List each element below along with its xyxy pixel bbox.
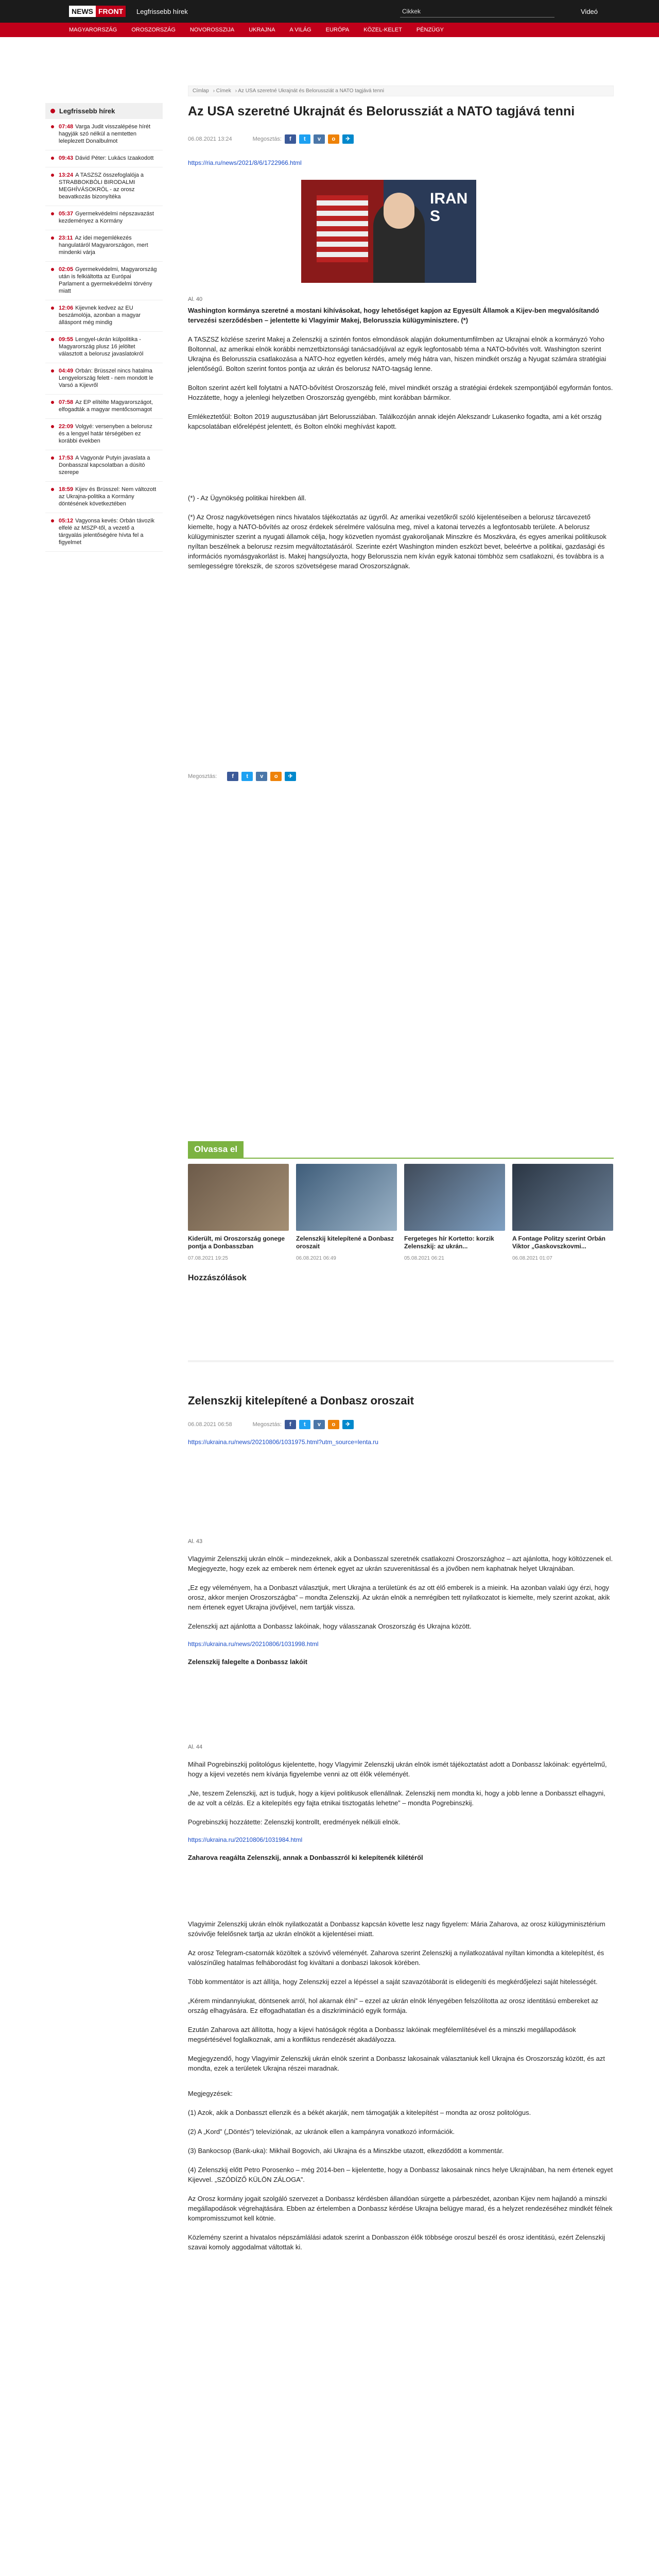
source-link[interactable]: https://ria.ru/news/2021/8/6/1722966.html [188, 159, 302, 166]
related-card[interactable] [512, 1164, 613, 1261]
card-title[interactable]: Kiderült, mi Oroszország gonege pontja a Donbasszban [188, 1235, 285, 1250]
news-time: 05:37 [59, 211, 74, 217]
card-date: 07.08.2021 19:25 [188, 1256, 228, 1261]
image-caption: Al. 44 [188, 1744, 203, 1750]
image-text: IRAN S [430, 190, 468, 225]
article-paragraph: A TASZSZ közlése szerint Makej a Zelenszkij a szintén fontos elmondások alapján dokumentumfilmben az Ukrajnai elnök a kormányzó Yoho Boltonnal, az amerikai elnök korábbi nemzetbiztonsági tanácsadójával az egyik legfontosabb téma a NATO-bővítés volt. Washington szerint Ukrajna és Belorusszia csatlakozása a NATO-hoz egyetlen kérdés, amely még hátra van, hiszen mindkét ország a Nyugat számára stratégiai jelentőségű. Bolton szerint fontos pontja az ukrán és belorusz NATO-tagság lenne. [188, 335, 606, 372]
nav-item[interactable]: KÖZEL-KELET [363, 27, 402, 33]
site-logo[interactable] [69, 6, 126, 17]
sidebar-news-item[interactable] [45, 513, 163, 552]
breadcrumb-item[interactable]: Címek [216, 88, 231, 94]
sidebar-news-item[interactable] [45, 119, 163, 150]
facebook-share-icon[interactable]: f [285, 1420, 296, 1429]
sidebar-title: Legfrissebb hírek [59, 107, 115, 115]
news-text[interactable]: Kijev és Brüsszel: Nem változott az Ukrajna-politika a Kormány döntésének következtében [59, 486, 157, 507]
nav-item[interactable]: A VILÁG [289, 27, 311, 33]
news-text[interactable]: Vagyonsa kevés: Orbán távozik elfelé az MSZP-től, a vezető a tárgyalás jelentőségére hívta fel a figyelmet [59, 518, 155, 546]
news-time: 17:53 [59, 455, 74, 461]
sidebar-news-item[interactable] [45, 230, 163, 262]
related-title: Olvassa el [188, 1141, 244, 1158]
sidebar-news-item[interactable] [45, 332, 163, 363]
vk-share-icon[interactable]: v [314, 1420, 325, 1429]
sidebar-news-item[interactable] [45, 300, 163, 332]
article-paragraph: „Ez egy véleményem, ha a Donbaszt választjuk, mert Ukrajna a területünk és az ott élő emberek is a mieink. Ha azonban valaki úgy érzi, hogy orosz, akkor menjen Oroszországba” – mondta Zelenszkij. Az ukrán elnök a nemrégiben tett nyilatkozatot is kiemelte, mely szerint azokat, akik nem értenek egyet Ukrajna jövőjével, nem tartják vissza. [188, 1584, 610, 1611]
article-paragraph: Az orosz Telegram-csatornák közöltek a szóvivő véleményét. Zaharova szerint Zelenszkij a nyilatkozatával nyíltan kimondta a kitelepítést, és valószínűleg hatalmas felháborodást fog kiváltani a donbaszi lakosok körében. [188, 1949, 604, 1967]
article-paragraph: Pogrebinszkij hozzátette: Zelenszkij kontrollt, eredmények nélküli elnök. [188, 1818, 401, 1826]
news-time: 13:24 [59, 172, 74, 178]
article-title: Az USA szeretné Ukrajnát és Belorussziát a NATO tagjává tenni [188, 104, 575, 118]
nav-item[interactable]: OROSZORSZÁG [131, 27, 176, 33]
article-paragraph: Megjegyzendő, hogy Vlagyimir Zelenszkij ukrán elnök szerint a Donbassz lakosainak választaniuk kell Ukrajna és Oroszország között, és azt mondta, ezek a területek Ukrajna részei maradnak. [188, 2055, 605, 2072]
note-item: (4) Zelenszkij előtt Petro Porosenko – még 2014-ben – kijelentette, hogy a Donbassz lakosainak nincs helye Ukrajnában, ha nem értenek egyet Kijevvel. „SZÓDÍZŐ KÜLÖN ZÁLOGA”. [188, 2166, 613, 2183]
news-text[interactable]: Gyermekvédelmi népszavazást kezdeményez a Kormány [59, 211, 154, 224]
news-text[interactable]: A TASZSZ összefoglalója a STRABBOKBÓLI BIRODALMI MEGHÍVÁSOKRÓL - az orosz beavatkozás bizonyítéka [59, 172, 144, 200]
news-time: 12:06 [59, 305, 74, 311]
news-time: 22:09 [59, 423, 74, 430]
news-time: 18:59 [59, 486, 74, 493]
vk-share-icon[interactable]: v [314, 134, 325, 144]
news-text[interactable]: Gyermekvédelmi, Magyarország után is felkiáltotta az Európai Parlament a gyermekvédelmi törvény miatt [59, 266, 157, 294]
related-card[interactable] [404, 1164, 505, 1261]
search-input[interactable]: Cikkek [400, 5, 554, 18]
nav-item[interactable]: MAGYARORSZÁG [69, 27, 117, 33]
twitter-share-icon[interactable]: t [241, 772, 253, 781]
image-caption: Al. 40 [188, 296, 203, 302]
article-paragraph: Az Orosz kormány jogait szolgáló szervezet a Donbassz kérdésben állandóan sürgette a párbeszédet, azonban Kijev nem hajlandó a minszki megállapodások végrehajtására. Ebben az értelemben a Donbassz kérdése Ukrajna belügye marad, és a helyzet rendezéséhez mindkét félnek kompromisszumot kell kötnie. [188, 2195, 613, 2222]
facebook-share-icon[interactable]: f [285, 134, 296, 144]
share-buttons [253, 1420, 354, 1429]
note-item: (1) Azok, akik a Donbasszt ellenzik és a békét akarják, nem támogatják a kitelepítést – mondta az orosz politológus. [188, 2109, 531, 2116]
main-nav [0, 23, 659, 37]
article-date: 06.08.2021 06:58 [188, 1421, 232, 1428]
sidebar-header [45, 103, 163, 119]
ok-share-icon[interactable]: o [270, 772, 282, 781]
article-paragraph: Vlagyimir Zelenszkij ukrán elnök – mindezeknek, akik a Donbasszal szeretnék csatlakozni Oroszországhoz – azt ajánlotta, hogy költözzenek el. Megjegyezte, hogy ezek az emberek nem értenek egyet az ukrán szuverenitással és a jövőben nem kaphatnak helyet Ukrajnában. [188, 1555, 613, 1572]
source-link[interactable]: https://ukraina.ru/news/20210806/1031975.html?utm_source=lenta.ru [188, 1438, 378, 1446]
nav-item[interactable]: NOVOROSSZIJA [189, 27, 235, 33]
share-buttons [224, 772, 296, 781]
article-paragraph: Zelenszkij azt ajánlotta a Donbassz lakóinak, hogy válasszanak Oroszország és Ukrajna között. [188, 1622, 472, 1630]
article-footnote: (*) Az Orosz nagykövetségen nincs hivatalos tájékoztatás az ügyről. Az amerikai vezetőkről szóló kijelentéseiben a belorusz tárcavezető kiemelte, hogy a NATO-bővítés az orosz érdekek sérelmére valósulna meg, mivel a katonai tervezés a legfontosabb területe. A belorusz külügyminiszter szerint a nyugati államok célja, hogy közvetlen nyomást gyakoroljanak Minszkre és Moszkvára, és egyes amerikai politikusok nyíltan beszélnek a belorusz rezsim megváltoztatásáról. Szerinte ezért Washington minden eszközt bevet, beleértve a politikai, gazdasági és információs nyomásgyakorlást is. Makej hangsúlyozta, hogy Belorusszia nem kíván egyik katonai tömbhöz sem csatlakozni, és továbbra is a semlegességre törekszik, de szoros szövetségese marad Oroszországnak. [188, 513, 606, 570]
news-time: 23:11 [59, 235, 73, 241]
news-text[interactable]: A Vagyonár Putyin javaslata a Donbasszal kapcsolatban a dúsító szerepe [59, 455, 150, 476]
twitter-share-icon[interactable]: t [299, 1420, 310, 1429]
article-title: Zelenszkij kitelepítené a Donbasz oroszait [188, 1394, 414, 1407]
news-text[interactable]: Volgyé: versenyben a belorusz és a lengyel határ térségében ez korábbi években [59, 423, 152, 444]
sidebar-news-item[interactable] [45, 395, 163, 419]
article-lead: Washington kormánya szeretné a mostani kihívásokat, hogy lehetőséget kapjon az Egyesült Államok a Kijev-ben megvalósítandó tervezési szerződésben – jelentette ki Vlagyimir Makej, Belorusszia külügyminisztere. (*) [188, 307, 599, 324]
article-image [301, 180, 476, 283]
share-label: Megosztás: [252, 136, 282, 142]
news-time: 09:43 [59, 155, 74, 161]
latest-news-link[interactable]: Legfrissebb hírek [136, 8, 188, 15]
card-title[interactable]: Zelenszkij kitelepítené a Donbasz oroszait [296, 1235, 394, 1250]
sidebar-news-item[interactable] [45, 450, 163, 482]
telegram-share-icon[interactable]: ✈ [285, 772, 296, 781]
telegram-share-icon[interactable]: ✈ [342, 1420, 354, 1429]
subheading: Zaharova reagálta Zelenszkij, annak a Donbasszról ki kelepítenék kilétéről [188, 1854, 423, 1861]
news-time: 02:05 [59, 266, 74, 273]
sidebar-news-item[interactable] [45, 363, 163, 395]
news-text[interactable]: Varga Judit visszalépése hírét hagyják szó nélkül a nemtetten leleplezett Donalbulmot [59, 124, 151, 144]
breadcrumb-item: Az USA szeretné Ukrajnát és Belorussziát a NATO tagjává tenni [238, 88, 384, 94]
notes-label: Megjegyzések: [188, 2090, 233, 2097]
vk-share-icon[interactable]: v [256, 772, 267, 781]
sidebar-news-item[interactable] [45, 419, 163, 450]
news-time: 05:12 [59, 518, 74, 524]
news-text[interactable]: Az EP elítélte Magyarországot, elfogadták a magyar mentőcsomagot [59, 399, 153, 413]
source-link[interactable]: https://ukraina.ru/20210806/1031984.html [188, 1836, 303, 1843]
news-time: 07:48 [59, 124, 74, 130]
related-card[interactable] [188, 1164, 289, 1261]
share-label: Megosztás: [252, 1421, 282, 1428]
sidebar-news-item[interactable] [45, 482, 163, 513]
facebook-share-icon[interactable]: f [227, 772, 238, 781]
sidebar-news-item[interactable] [45, 262, 163, 300]
article-paragraph: „Ne, teszem Zelenszkij, azt is tudjuk, hogy a kijevi politikusok ellenállnak. Zelenszkij nem mondta ki, hogy a jobb lenne a Donbasszt elhagyni, de az volt a célzás. Ez a kitelepítés egy fajta etnikai tisztogatás lehetne” – mondta Pogrebinszkij. [188, 1789, 605, 1807]
news-text[interactable]: Dávid Péter: Lukács Izaakodott [75, 155, 154, 161]
article-main [188, 86, 614, 781]
ok-share-icon[interactable]: o [328, 134, 339, 144]
nav-item[interactable]: PÉNZÜGY [416, 27, 444, 33]
news-time: 07:58 [59, 399, 74, 405]
card-date: 06.08.2021 01:07 [512, 1256, 552, 1261]
breadcrumb: Címlap › Címek › Az USA szeretné Ukrajnát és Belorussziát a NATO tagjává tenni [188, 86, 614, 96]
sidebar-news-item[interactable] [45, 206, 163, 230]
logo-text-news: NEWS [69, 6, 96, 17]
top-bar [0, 0, 659, 23]
nav-item[interactable]: EURÓPA [325, 27, 350, 33]
sidebar-news-item[interactable] [45, 167, 163, 206]
article-paragraph: Emlékeztetőül: Bolton 2019 augusztusában járt Belorussziában. Találkozóján annak idején Alekszandr Lukasenko fogadta, ami a két ország kapcsolatában előrelépést jelentett, és Bolton elnöki meghívást kapott. [188, 413, 602, 430]
article-paragraph: Több kommentátor is azt állítja, hogy Zelenszkij ezzel a lépéssel a saját szavazótáborát is elidegeníti és megkérdőjelezi saját hitelességét. [188, 1978, 598, 1986]
telegram-share-icon[interactable]: ✈ [342, 134, 354, 144]
article-paragraph: „Kérem mindannyiukat, döntsenek arról, hol akarnak élni” – ezzel az ukrán elnök lényegében felszólította az orosz identitású embereket az ország elhagyására. Ez elfogadhatatlan és a diszkrimináció egyik formája. [188, 1997, 599, 2014]
article-meta [188, 134, 614, 144]
red-dot-icon [50, 109, 55, 113]
ok-share-icon[interactable]: o [328, 1420, 339, 1429]
related-card[interactable] [296, 1164, 397, 1261]
article-second [188, 1386, 614, 2252]
article-paragraph: Közlemény szerint a hivatalos népszámlálási adatok szerint a Donbasszon élők többsége oroszul beszél és orosz identitású, ezért Zelenszkij szavai komoly aggodalmat váltottak ki. [188, 2233, 605, 2251]
note-item: (2) A „Kord” („Döntés”) televíziónak, az ukránok ellen a kampányra vonatkozó információk. [188, 2128, 455, 2136]
sidebar-news-item[interactable] [45, 150, 163, 167]
note-item: (3) Bankocsop (Bank-uka): Mikhail Bogovich, aki Ukrajna és a Minszkbe utazott, elkezdődött a kommentár. [188, 2147, 504, 2155]
article-paragraph: Bolton szerint azért kell folytatni a NATO-bővítést Oroszország felé, mivel mindkét ország a stratégiai érdekek szempontjából egyformán fontos. Hozzátette, hogy a jelenlegi helyzetben Oroszország gyengébb, mint korábban bármikor. [188, 384, 613, 401]
source-link[interactable]: https://ukraina.ru/news/20210806/1031998.html [188, 1640, 319, 1648]
article-paragraph: Ezután Zaharova azt állította, hogy a kijevi hatóságok régóta a Donbassz lakóinak megfélemlítésével és a minszki megállapodások megsértésével foglalkoznak, ami a konfliktus rendezését akadályozza. [188, 2026, 576, 2043]
sidebar-latest-news [45, 103, 163, 552]
news-text[interactable]: Kijevnek kedvez az EU beszámolója, azonban a magyar álláspont még mindig [59, 305, 141, 326]
card-date: 06.08.2021 06:49 [296, 1256, 336, 1261]
news-text[interactable]: Lengyel-ukrán külpolitika - Magyarország plusz 16 jelöltet választott a belorusz javaslatokról [59, 336, 144, 357]
share-label: Megosztás: [188, 773, 217, 779]
card-title[interactable]: A Fontage Politzy szerint Orbán Viktor „Gaskovszkovmi... [512, 1235, 605, 1250]
article-meta [188, 1420, 614, 1429]
breadcrumb-item[interactable]: Címlap [193, 88, 209, 94]
share-buttons [253, 134, 354, 144]
article-date: 06.08.2021 13:24 [188, 136, 232, 142]
news-time: 09:55 [59, 336, 74, 343]
related-section [188, 1141, 614, 1283]
card-title[interactable]: Fergeteges hír Kortetto: korzik Zelenszkij: az ukrán... [404, 1235, 494, 1250]
card-date: 05.08.2021 06:21 [404, 1256, 444, 1261]
subheading: Zelenszkij falegelte a Donbassz lakóit [188, 1658, 307, 1666]
news-text[interactable]: Orbán: Brüsszel nincs hatalma Lengyelország felett - nem mondott le Varsó a Kijevről [59, 368, 154, 388]
image-caption: Al. 43 [188, 1538, 203, 1545]
logo-text-front: FRONT [96, 6, 126, 17]
video-link[interactable]: Videó [581, 8, 598, 15]
article-footnote: (*) - Az Ügynökség politikai hírekben áll. [188, 494, 306, 502]
article-paragraph: Vlagyimir Zelenszkij ukrán elnök nyilatkozatát a Donbassz kapcsán követte lesz nagy figyelem: Mária Zaharova, az orosz külügyminisztérium szóvivője felelősnek tartja az ukrán elnököt a kijelentései miatt. [188, 1920, 605, 1938]
share-bottom [188, 772, 614, 781]
comments-heading: Hozzászólások [188, 1274, 247, 1282]
news-time: 04:49 [59, 368, 74, 374]
article-paragraph: Mihail Pogrebinszkij politológus kijelentette, hogy Vlagyimir Zelenszkij ukrán elnök ismét tájékoztatást adott a Donbassz lakóinak: egyértelmű, hogy a kijevi vezetés nem kívánja figyelembe venni az ott élők véleményét. [188, 1760, 607, 1778]
nav-item[interactable]: UKRAJNA [249, 27, 275, 33]
news-text[interactable]: Az idei megemlékezés hangulatáról Magyarországon, mert mindenki várja [59, 235, 148, 256]
twitter-share-icon[interactable]: t [299, 134, 310, 144]
